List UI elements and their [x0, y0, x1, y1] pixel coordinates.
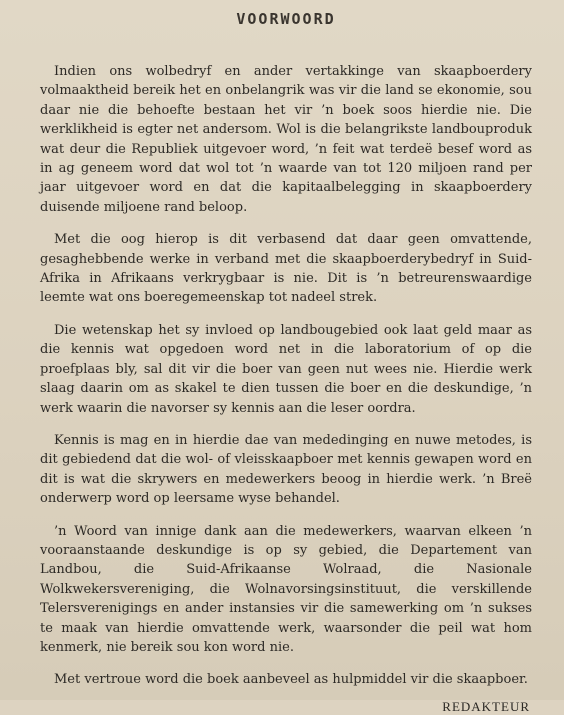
preface-body	[40, 62, 532, 690]
paragraph-5: ’n Woord van innige dank aan die medewerkers, waarvan elkeen ’n vooraanstaande deskundige is op sy gebied, die Departement van Landbou, die Suid-Afrikaanse Wolraad, die Nasionale Wolkwekersvereniging, die Wolnavorsingsinstituut, die verskillende Telersverenigings en ander instansies vir die samewerking om ’n sukses te maak van hierdie omvattende werk, waarsonder die peil wat hom kenmerk, nie bereik sou kon word nie.	[40, 523, 532, 655]
signature: REDAKTEUR	[442, 698, 530, 714]
page-heading: VOORWOORD	[236, 10, 336, 28]
paragraph-4: Kennis is mag en in hierdie dae van mededinging en nuwe metodes, is dit gebiedend dat die wol- of vleisskaapboer met kennis gewapen word en dit is wat die skrywers en medewerkers beoog in hierdie werk. ’n Breë onderwerp word op leersame wyse behandel.	[40, 432, 532, 507]
paragraph-6: Met vertroue word die boek aanbeveel as hulpmiddel vir die skaapboer.	[54, 672, 528, 688]
paragraph-1: Indien ons wolbedryf en ander vertakkinge van skaapboerdery volmaaktheid bereik het en onbelangrik was vir die land se ekonomie, sou daar nie die behoefte bestaan het vir ’n boek soos hierdie nie. Die werklikheid is egter net andersom. Wol is die belangrikste landbouproduk wat deur die Republiek uitgevoer word, ’n feit wat terdeë besef word as in ag geneem word dat wol tot ’n waarde van tot 120 miljoen rand per jaar uitgevoer word en dat die kapitaalbelegging in skaapboerdery duisende miljoene rand beloop.	[40, 64, 532, 215]
paragraph-2: Met die oog hierop is dit verbasend dat daar geen omvattende, gesaghebbende werke in verband met die skaapboerderybedryf in Suid-Afrika in Afrikaans verkrygbaar is nie. Dit is ’n betreurenswaardige leemte wat ons boeregemeenskap tot nadeel strek.	[40, 232, 532, 306]
paragraph-3: Die wetenskap het sy invloed op landbougebied ook laat geld maar as die kennis wat opgedoen word net in die laboratorium of op die proefplaas bly, sal dit vir die boer van geen nut wees nie. Hierdie werk slaag daarin om as skakel te dien tussen die boer en die deskundige, ’n werk waarin die navorser sy kennis aan die leser oordra.	[40, 322, 532, 416]
